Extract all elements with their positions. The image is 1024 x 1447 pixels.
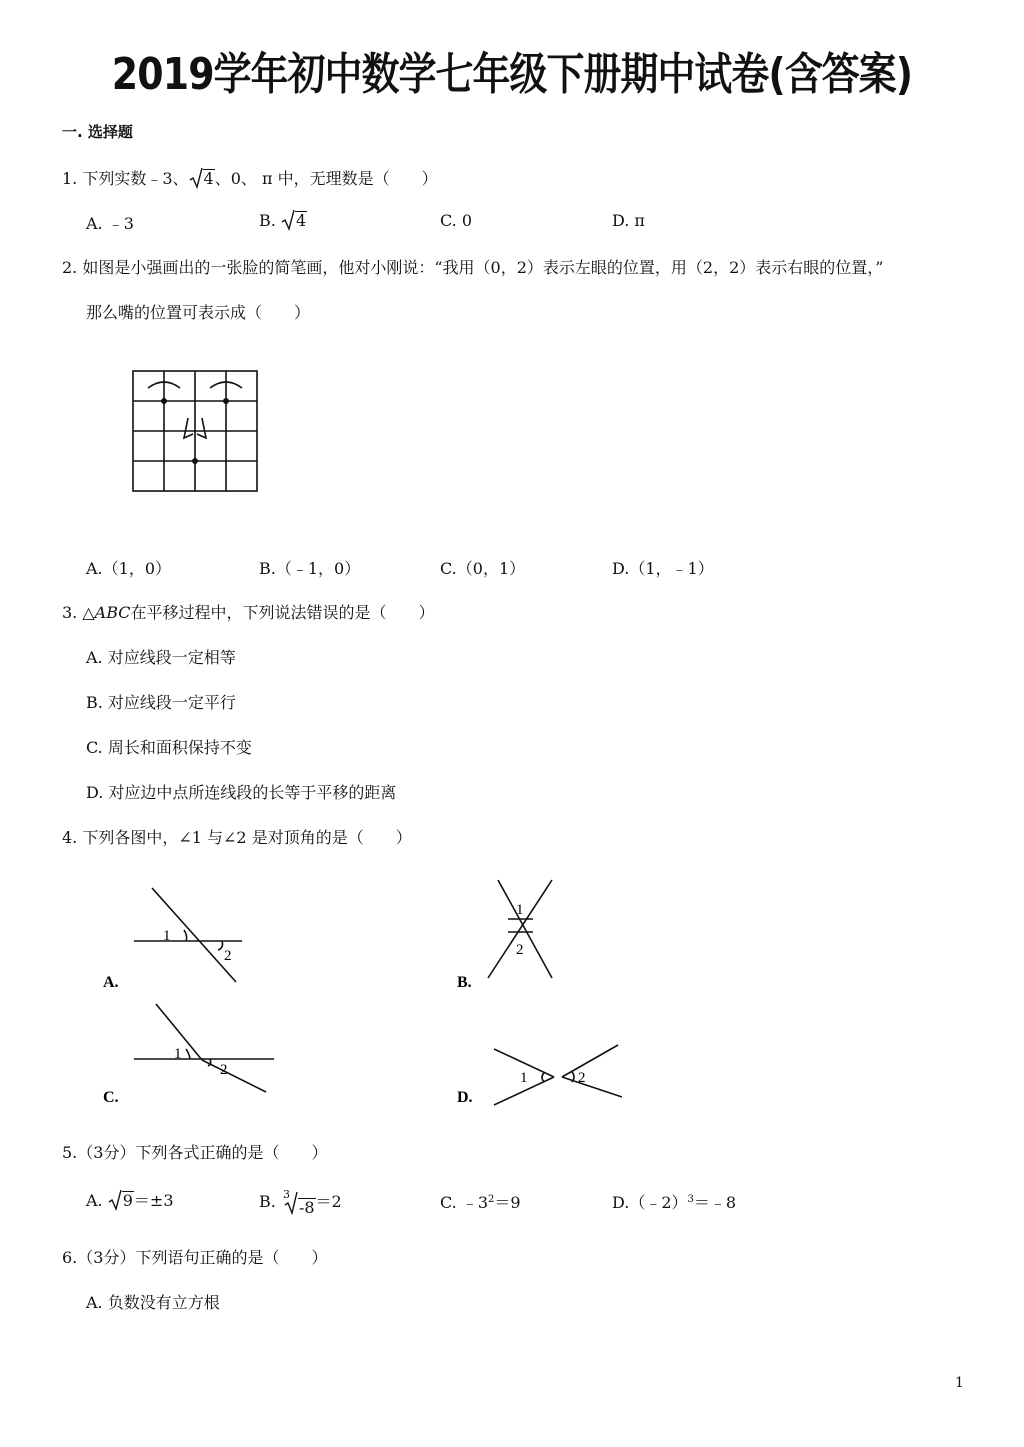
- option-d-exponent: 3: [687, 1194, 694, 1205]
- question-2-stem-line2: 那么嘴的位置可表示成（ ）: [86, 303, 311, 322]
- angle-2-label: 2: [516, 942, 524, 958]
- left-eye-point: [161, 398, 167, 404]
- question-1-option-b: [259, 209, 307, 231]
- question-2-stem-line1: 2. 如图是小强画出的一张脸的简笔画，他对小刚说：“我用（0，2）表示左眼的位置，用（2，2）表示右眼的位置，”: [62, 258, 884, 277]
- radical-sign-icon: [108, 1189, 122, 1211]
- question-3-option-a: A. 对应线段一定相等: [86, 648, 236, 667]
- option-b-label: B.: [259, 1192, 276, 1211]
- question-2-option-a: A.（1，0）: [86, 559, 172, 578]
- question-3-text-a: 3. △: [62, 603, 95, 622]
- option-d-base: D.（﹣2）: [612, 1193, 688, 1212]
- triangle-name: ABC: [94, 603, 131, 622]
- figure-d-label: D.: [457, 1089, 473, 1106]
- figure-b-label: B.: [457, 974, 472, 991]
- question-5-option-d: [612, 1190, 736, 1213]
- question-3-option-d: D. 对应边中点所连线段的长等于平移的距离: [86, 783, 397, 802]
- radical-sign-icon: [284, 1191, 298, 1215]
- figure-a-label: A.: [103, 974, 119, 991]
- question-2-option-d: D.（1，﹣1）: [612, 559, 714, 578]
- angle-1-label: 1: [516, 902, 524, 918]
- option-b-radicand: 4: [295, 211, 307, 230]
- figure-c-label: C.: [103, 1089, 119, 1106]
- angle-1-label: 1: [163, 928, 171, 944]
- question-3-option-b: B. 对应线段一定平行: [86, 693, 236, 712]
- page-number: 1: [955, 1375, 964, 1391]
- option-a-radicand: 9: [122, 1191, 133, 1210]
- cube-root-index: 3: [282, 1188, 290, 1201]
- option-a-label: A.: [86, 1191, 103, 1210]
- option-c-rest: ＝9: [494, 1193, 521, 1212]
- question-1-option-d: D. π: [612, 211, 645, 230]
- option-b-label: B.: [259, 211, 276, 230]
- question-6-stem: 6.（3分）下列语句正确的是（ ）: [62, 1248, 328, 1267]
- question-4-stem: 4. 下列各图中，∠1 与∠2 是对顶角的是（ ）: [62, 828, 412, 847]
- question-5-option-a: [86, 1188, 174, 1211]
- option-d-rest: ＝﹣8: [693, 1193, 737, 1212]
- question-5-option-c: [440, 1190, 521, 1213]
- angle-2-label: 2: [578, 1070, 586, 1086]
- right-eye-point: [223, 398, 229, 404]
- figure-b: [452, 872, 572, 992]
- question-1-option-c: C. 0: [440, 211, 473, 230]
- option-c-exponent: 2: [488, 1194, 495, 1205]
- section-heading: 一. 选择题: [62, 123, 133, 141]
- question-1-option-a: A. ﹣3: [86, 214, 134, 233]
- angle-1-label: 1: [520, 1070, 528, 1086]
- figure-d: [452, 1035, 632, 1110]
- question-3-option-c: C. 周长和面积保持不变: [86, 738, 252, 757]
- face-grid-figure: [130, 368, 260, 494]
- option-b-radicand: -8: [298, 1198, 315, 1217]
- question-1-stem: [62, 166, 438, 189]
- question-5-stem: 5.（3分）下列各式正确的是（ ）: [62, 1143, 328, 1162]
- question-5-option-b: [259, 1188, 342, 1215]
- figure-c: [100, 998, 280, 1110]
- question-1-text-a: 1. 下列实数﹣3、: [62, 169, 189, 188]
- question-2-option-b: B.（﹣1，0）: [259, 559, 361, 578]
- option-c-base: C. ﹣3: [440, 1193, 489, 1212]
- question-1-radicand: 4: [203, 169, 214, 188]
- figure-a: [100, 880, 260, 992]
- angle-2-label: 2: [220, 1062, 228, 1078]
- question-3-stem: [62, 600, 435, 623]
- document-title: 2019学年初中数学七年级下册期中试卷(含答案): [111, 49, 913, 100]
- question-6-option-a: A. 负数没有立方根: [86, 1293, 220, 1312]
- question-2-option-c: C.（0，1）: [440, 559, 526, 578]
- option-b-rest: ＝2: [315, 1192, 342, 1211]
- angle-1-label: 1: [174, 1046, 182, 1062]
- option-a-rest: ＝±3: [133, 1191, 174, 1210]
- question-3-text-b: 在平移过程中，下列说法错误的是（ ）: [130, 603, 435, 622]
- radical-sign-icon: [189, 167, 203, 189]
- mouth-point: [192, 458, 198, 464]
- question-1-text-b: 、0、 π 中，无理数是（ ）: [214, 169, 438, 188]
- angle-2-label: 2: [224, 948, 232, 964]
- radical-sign-icon: [281, 209, 295, 231]
